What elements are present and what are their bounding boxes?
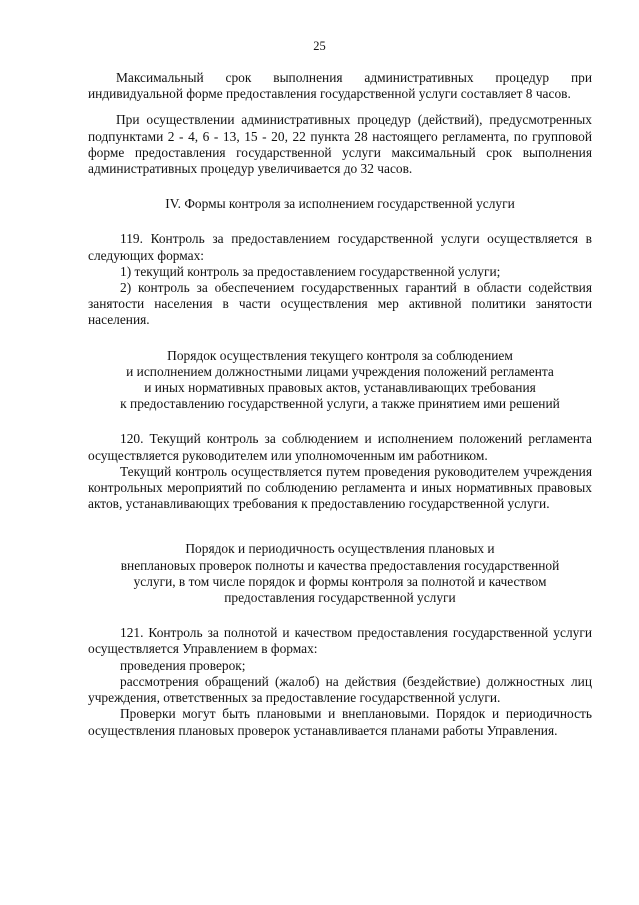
paragraph-121: 121. Контроль за полнотой и качеством предоставления государственной услуги осуществляется Управлением в формах: bbox=[88, 625, 592, 657]
heading-line: и исполнением должностными лицами учреждения положений регламента bbox=[126, 363, 554, 379]
heading-line: предоставления государственной услуги bbox=[224, 590, 456, 606]
heading-line: Порядок и периодичность осуществления плановых и bbox=[185, 541, 495, 557]
heading-current-control bbox=[88, 348, 592, 413]
paragraph-119-item-2: 2) контроль за обеспечением государственных гарантий в области содействия занятости населения в части осуществления мер активной политики занятости населения. bbox=[88, 280, 592, 328]
paragraph-121-form-1: проведения проверок; bbox=[120, 657, 246, 673]
paragraph-max-time-group: При осуществлении административных процедур (действий), предусмотренных подпунктами 2 - 4, 6 - 13, 15 - 20, 22 пункта 28 настоящего регламента, по групповой форме предоставления государственной услуги максимальный срок выполнения административных процедур увеличивается до 32 часов. bbox=[88, 112, 592, 177]
paragraph-120-second: Текущий контроль осуществляется путем проведения руководителем учреждения контрольных мероприятий по соблюдению регламента и иных нормативных правовых актов, устанавливающих требования к предоставлению государственной услуги. bbox=[88, 463, 592, 512]
heading-line: внеплановых проверок полноты и качества предоставления государственной bbox=[120, 557, 560, 573]
heading-line: Порядок осуществления текущего контроля за соблюдением bbox=[167, 347, 513, 363]
paragraph-121-form-2: рассмотрения обращений (жалоб) на действия (бездействие) должностных лиц учреждения, ответственных за предоставление государственной услуги. bbox=[88, 673, 592, 706]
paragraph-121-checks: Проверки могут быть плановыми и внеплановыми. Порядок и периодичность осуществления плановых проверок устанавливается планами работы Управления. bbox=[88, 706, 592, 738]
paragraph-max-time-individual: Максимальный срок выполнения административных процедур при индивидуальной форме предоставления государственной услуги составляет 8 часов. bbox=[88, 70, 592, 102]
heading-line: и иных нормативных правовых актов, устанавливающих требования bbox=[144, 380, 536, 396]
section-4-title: IV. Формы контроля за исполнением государственной услуги bbox=[165, 196, 515, 212]
heading-line: к предоставлению государственной услуги, а также принятием ими решений bbox=[120, 396, 560, 412]
heading-inspections bbox=[88, 541, 592, 606]
document-body bbox=[88, 70, 592, 739]
paragraph-120: 120. Текущий контроль за соблюдением и исполнением положений регламента осуществляется руководителем или уполномоченным им работником. bbox=[88, 431, 592, 463]
paragraph-119: 119. Контроль за предоставлением государственной услуги осуществляется в следующих формах: bbox=[88, 231, 592, 263]
paragraph-119-item-1: 1) текущий контроль за предоставлением государственной услуги; bbox=[120, 263, 501, 279]
heading-line: услуги, в том числе порядок и формы контроля за полнотой и качеством bbox=[133, 573, 547, 589]
page-number: 25 bbox=[313, 39, 326, 53]
